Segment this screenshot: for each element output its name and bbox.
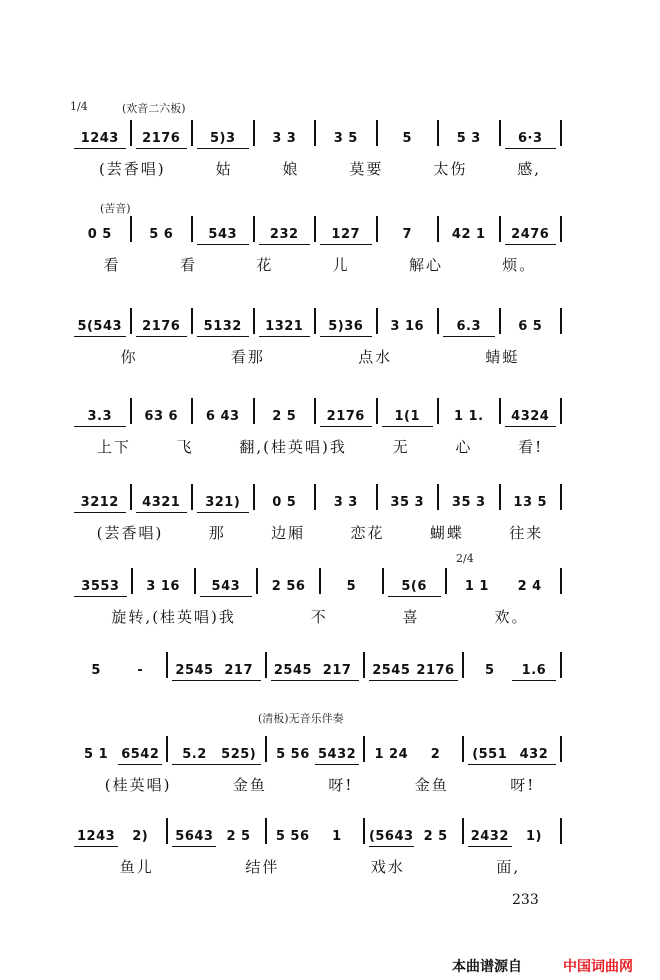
note-group: 2545: [172, 663, 216, 678]
note-group: 5(543: [74, 319, 126, 334]
page-number: 233: [512, 892, 539, 908]
beam-underline: [197, 512, 249, 513]
barline: [376, 484, 378, 510]
note-group: 1: [332, 829, 342, 844]
note-group: 2 4: [517, 579, 542, 594]
note-group: 3553: [74, 579, 127, 594]
lyric-word: 戏水: [370, 858, 405, 876]
note-group: 217: [315, 663, 359, 678]
footer-site-link[interactable]: 中国词曲网: [563, 959, 633, 975]
lyric-line: [74, 606, 566, 627]
lyric-word: 蝴蝶: [429, 524, 464, 542]
lyric-word: 结伴: [245, 858, 280, 876]
note-group: 6·3: [505, 131, 557, 146]
lyric-word: 看那: [230, 348, 265, 366]
beam-underline: [512, 764, 556, 765]
beam-underline: [315, 764, 359, 765]
beam-underline: [172, 846, 216, 847]
barline: [462, 818, 464, 844]
note-group: 63 6: [144, 409, 179, 424]
beam-underline: [217, 764, 261, 765]
note-group: 3.3: [74, 409, 126, 424]
barline: [376, 308, 378, 334]
barline: [130, 398, 132, 424]
note-group: 1(1: [382, 409, 434, 424]
barline: [376, 120, 378, 146]
barline: [166, 818, 168, 844]
note-group: 2176: [413, 663, 457, 678]
note-group: 3 16: [390, 319, 425, 334]
note-group: (5643: [369, 829, 414, 844]
lyric-word: 金鱼: [232, 776, 267, 794]
barline: [131, 568, 133, 594]
note-group: 6.3: [443, 319, 495, 334]
lyric-word: 不: [310, 608, 328, 626]
barline: [462, 736, 464, 762]
beam-underline: [320, 426, 372, 427]
lyric-word: 往来: [509, 524, 544, 542]
beam-underline: [259, 336, 311, 337]
barline: [376, 216, 378, 242]
barline: [314, 398, 316, 424]
barline: [363, 652, 365, 678]
barline: [499, 120, 501, 146]
lyric-line: [74, 522, 566, 543]
barline: [560, 216, 562, 242]
note-group: 35 3: [451, 495, 486, 510]
tempo-marking: (欢音二六板): [122, 102, 186, 115]
barline: [265, 818, 267, 844]
lyric-line: [74, 856, 566, 877]
note-group: 5432: [315, 747, 359, 762]
note-group: 5: [91, 663, 101, 678]
notation-line: [74, 214, 566, 242]
note-group: 35 3: [390, 495, 425, 510]
barline: [314, 484, 316, 510]
note-group: 6 5: [518, 319, 543, 334]
note-group: 1 1: [464, 579, 489, 594]
beam-underline: [369, 846, 414, 847]
barline: [437, 216, 439, 242]
note-group: 5: [484, 663, 495, 678]
barline: [499, 484, 501, 510]
note-group: 4324: [505, 409, 557, 424]
note-group: 217: [217, 663, 261, 678]
lyric-word: 呀!: [510, 776, 536, 794]
barline: [560, 736, 562, 762]
note-group: 5: [346, 579, 357, 594]
lyric-word: 飞: [176, 438, 194, 456]
beam-underline: [136, 512, 188, 513]
lyric-word: 太伤: [433, 160, 468, 178]
beam-underline: [468, 846, 512, 847]
beam-underline: [74, 148, 126, 149]
lyric-word: (芸香唱): [96, 524, 164, 542]
beam-underline: [259, 244, 311, 245]
note-group: 5(6: [388, 579, 441, 594]
barline: [445, 568, 447, 594]
barline: [253, 398, 255, 424]
lyric-word: 那: [208, 524, 226, 542]
beam-underline: [197, 244, 249, 245]
note-group: 2176: [136, 319, 188, 334]
beam-underline: [136, 336, 188, 337]
beam-underline: [74, 596, 127, 597]
note-group: 1 24: [374, 747, 409, 762]
lyric-word: 边厢: [271, 524, 306, 542]
note-group: 2545: [369, 663, 413, 678]
note-group: 42 1: [451, 227, 486, 242]
note-group: 5: [402, 131, 413, 146]
note-group: 3212: [74, 495, 126, 510]
barline: [253, 120, 255, 146]
time-signature: 1/4: [70, 100, 88, 113]
lyric-word: 旋转,(桂英唱)我: [111, 608, 236, 626]
note-group: 2545: [271, 663, 315, 678]
note-group: 13 5: [513, 495, 548, 510]
barline: [253, 308, 255, 334]
note-group: 1243: [74, 829, 118, 844]
barline: [253, 216, 255, 242]
barline: [265, 652, 267, 678]
beam-underline: [136, 148, 188, 149]
barline: [382, 568, 384, 594]
note-group: 3 3: [272, 131, 297, 146]
barline: [166, 652, 168, 678]
note-group: 432: [512, 747, 556, 762]
barline: [363, 736, 365, 762]
note-group: 3 16: [146, 579, 180, 594]
note-group: 2): [132, 829, 149, 844]
lyric-word: 面,: [496, 858, 521, 876]
lyric-word: (芸香唱): [98, 160, 166, 178]
lyric-line: [74, 774, 566, 795]
note-group: 2 5: [272, 409, 297, 424]
lyric-word: 欢。: [494, 608, 529, 626]
note-group: 2 5: [226, 829, 251, 844]
note-group: 543: [200, 579, 253, 594]
barline: [130, 308, 132, 334]
lyric-word: 无: [392, 438, 410, 456]
note-group: 1): [525, 829, 542, 844]
barline: [560, 484, 562, 510]
barline: [265, 736, 267, 762]
beam-underline: [320, 244, 372, 245]
note-group: 5 3: [456, 131, 481, 146]
barline: [314, 216, 316, 242]
beam-underline: [197, 336, 249, 337]
note-group: (551: [468, 747, 512, 762]
notation-line: [74, 482, 566, 510]
lyric-word: 花: [256, 256, 274, 274]
beam-underline: [172, 764, 216, 765]
note-group: 3 3: [333, 495, 358, 510]
notation-line: [74, 396, 566, 424]
beam-underline: [413, 680, 457, 681]
notation-line: [74, 816, 566, 844]
barline: [314, 120, 316, 146]
lyric-word: 鱼儿: [119, 858, 154, 876]
barline: [191, 484, 193, 510]
lyric-word: 上下: [96, 438, 131, 456]
barline: [191, 120, 193, 146]
note-group: 5)3: [197, 131, 249, 146]
note-group: 4321: [136, 495, 188, 510]
notation-line: [74, 306, 566, 334]
notation-line: [74, 650, 566, 678]
barline: [462, 652, 464, 678]
lyric-line: [74, 254, 566, 275]
note-group: 2432: [468, 829, 512, 844]
footer-source-text: 本曲谱源自: [452, 959, 522, 975]
mode-marking: (苦音): [100, 202, 131, 215]
barline: [560, 568, 562, 594]
lyric-word: 看: [179, 256, 197, 274]
barline: [437, 308, 439, 334]
beam-underline: [197, 148, 249, 149]
lyric-word: 解心: [408, 256, 443, 274]
barline: [130, 216, 132, 242]
beam-underline: [271, 680, 315, 681]
barline: [437, 484, 439, 510]
beam-underline: [74, 512, 126, 513]
beam-underline: [512, 680, 556, 681]
note-group: 1 1.: [453, 409, 484, 424]
barline: [376, 398, 378, 424]
note-group: 2476: [505, 227, 557, 242]
barline: [560, 818, 562, 844]
barline: [363, 818, 365, 844]
note-group: 3 5: [333, 131, 358, 146]
beam-underline: [388, 596, 441, 597]
notation-line: [74, 734, 566, 762]
beam-underline: [369, 680, 413, 681]
note-group: 5132: [197, 319, 249, 334]
beam-underline: [468, 764, 512, 765]
note-group: 543: [197, 227, 249, 242]
lyric-word: 儿: [332, 256, 350, 274]
lyric-word: 蜻蜓: [485, 348, 520, 366]
lyric-line: [74, 436, 566, 457]
lyric-word: 喜: [402, 608, 420, 626]
note-group: 5 1: [84, 747, 109, 762]
lyric-word: 感,: [517, 160, 542, 178]
notation-line: [74, 566, 566, 594]
note-group: 2 5: [423, 829, 448, 844]
lyric-word: 心: [455, 438, 473, 456]
beam-underline: [217, 680, 261, 681]
note-group: 127: [320, 227, 372, 242]
barline: [253, 484, 255, 510]
lyric-word: 烦。: [502, 256, 537, 274]
barline: [499, 308, 501, 334]
barline: [130, 120, 132, 146]
lyric-word: 莫要: [349, 160, 384, 178]
beam-underline: [74, 336, 126, 337]
beam-underline: [74, 846, 118, 847]
barline: [560, 652, 562, 678]
lyric-word: 恋花: [350, 524, 385, 542]
note-group: 5)36: [320, 319, 372, 334]
note-group: 1243: [74, 131, 126, 146]
barline: [314, 308, 316, 334]
lyric-word: 翻,(桂英唱)我: [239, 438, 347, 456]
barline: [191, 216, 193, 242]
lyric-word: 点水: [358, 348, 393, 366]
note-group: 6 43: [205, 409, 240, 424]
barline: [560, 398, 562, 424]
barline: [437, 398, 439, 424]
beam-underline: [200, 596, 253, 597]
time-change-marking: 2/4: [456, 552, 474, 565]
note-group: 5 56: [276, 747, 310, 762]
beam-underline: [172, 680, 216, 681]
beam-underline: [382, 426, 434, 427]
lyric-word: 呀!: [328, 776, 354, 794]
note-group: 5643: [172, 829, 216, 844]
barline: [166, 736, 168, 762]
barline: [130, 484, 132, 510]
note-group: 1321: [259, 319, 311, 334]
note-group: 7: [402, 227, 413, 242]
barline: [256, 568, 258, 594]
barline: [499, 216, 501, 242]
note-group: 5 6: [149, 227, 174, 242]
lyric-word: (桂英唱): [104, 776, 172, 794]
tempo-marking-2: (清板)无音乐伴奏: [258, 712, 344, 725]
beam-underline: [315, 680, 359, 681]
beam-underline: [505, 244, 557, 245]
lyric-word: 姑: [215, 160, 233, 178]
barline: [560, 308, 562, 334]
note-group: -: [137, 663, 144, 678]
lyric-line: [74, 346, 566, 367]
note-group: 232: [259, 227, 311, 242]
beam-underline: [118, 764, 162, 765]
lyric-word: 你: [120, 348, 138, 366]
note-group: 0 5: [272, 495, 297, 510]
lyric-word: 娘: [282, 160, 300, 178]
beam-underline: [505, 426, 557, 427]
notation-line: [74, 118, 566, 146]
lyric-line: [74, 158, 566, 179]
barline: [560, 120, 562, 146]
barline: [499, 398, 501, 424]
note-group: 1.6: [512, 663, 556, 678]
note-group: 321): [197, 495, 249, 510]
note-group: 5.2: [172, 747, 216, 762]
lyric-word: 看: [103, 256, 121, 274]
note-group: 525): [217, 747, 261, 762]
beam-underline: [74, 426, 126, 427]
beam-underline: [505, 148, 557, 149]
barline: [319, 568, 321, 594]
note-group: 2176: [136, 131, 188, 146]
lyric-word: 看!: [518, 438, 544, 456]
beam-underline: [443, 336, 495, 337]
barline: [191, 398, 193, 424]
barline: [437, 120, 439, 146]
note-group: 2 56: [271, 579, 306, 594]
barline: [191, 308, 193, 334]
note-group: 2176: [320, 409, 372, 424]
lyric-word: 金鱼: [414, 776, 449, 794]
note-group: 6542: [118, 747, 162, 762]
beam-underline: [320, 336, 372, 337]
note-group: 2: [430, 747, 441, 762]
barline: [194, 568, 196, 594]
note-group: 5 56: [275, 829, 310, 844]
note-group: 0 5: [87, 227, 112, 242]
